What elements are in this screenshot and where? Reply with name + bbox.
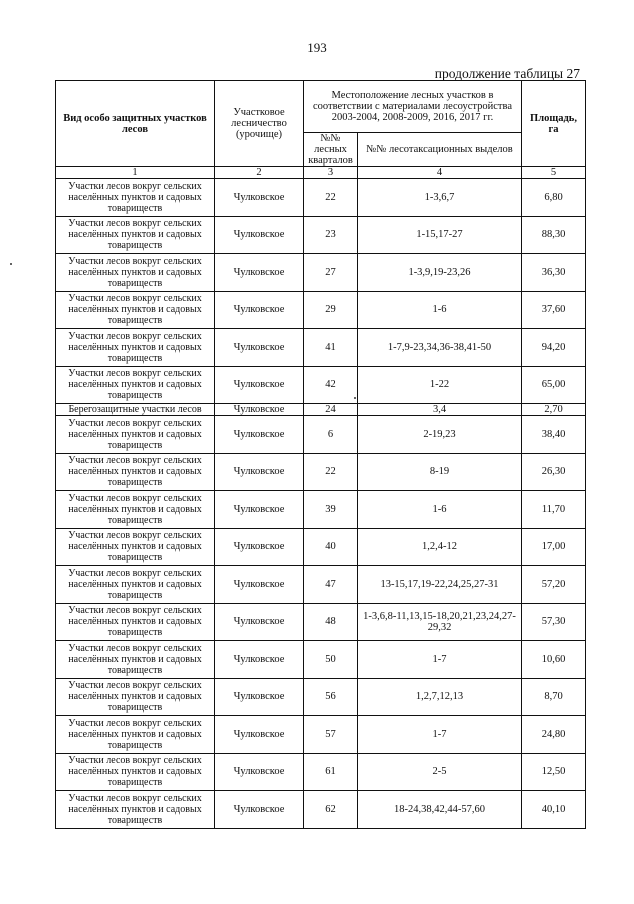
cell-area: 36,30 [522, 254, 586, 292]
cell-type: Участки лесов вокруг сельских населённых пунктов и садовых товариществ [56, 641, 215, 679]
table-row [56, 404, 586, 416]
cell-forestry: Чулковское [215, 528, 304, 566]
column-number: 4 [358, 167, 522, 179]
cell-allotments: 1-7 [358, 716, 522, 754]
cell-quarter: 23 [304, 216, 358, 254]
cell-forestry: Чулковское [215, 566, 304, 604]
cell-allotments: 1-7,9-23,34,36-38,41-50 [358, 329, 522, 367]
cell-quarter: 42 [304, 366, 358, 404]
table-row [56, 453, 586, 491]
cell-allotments: 1-3,6,8-11,13,15-18,20,21,23,24,27-29,32 [358, 603, 522, 641]
cell-allotments: 2-19,23 [358, 416, 522, 454]
header-area: Площадь, га [522, 81, 586, 167]
cell-quarter: 47 [304, 566, 358, 604]
cell-allotments: 8-19 [358, 453, 522, 491]
cell-area: 6,80 [522, 179, 586, 217]
cell-quarter: 39 [304, 491, 358, 529]
cell-allotments: 1-6 [358, 491, 522, 529]
cell-allotments: 1,2,4-12 [358, 528, 522, 566]
cell-allotments: 2-5 [358, 753, 522, 791]
cell-type: Участки лесов вокруг сельских населённых пунктов и садовых товариществ [56, 179, 215, 217]
cell-forestry: Чулковское [215, 791, 304, 829]
cell-area: 8,70 [522, 678, 586, 716]
cell-quarter: 56 [304, 678, 358, 716]
cell-type: Участки лесов вокруг сельских населённых пунктов и садовых товариществ [56, 366, 215, 404]
header-allotments: №№ лесотаксационных выделов [358, 133, 522, 167]
table-row [56, 179, 586, 217]
table-body [56, 179, 586, 829]
table-continuation-label: продолжение таблицы 27 [434, 66, 580, 81]
cell-forestry: Чулковское [215, 291, 304, 329]
table-row [56, 791, 586, 829]
cell-area: 17,00 [522, 528, 586, 566]
table-row [56, 416, 586, 454]
cell-type: Участки лесов вокруг сельских населённых пунктов и садовых товариществ [56, 678, 215, 716]
cell-allotments: 1-6 [358, 291, 522, 329]
cell-area: 37,60 [522, 291, 586, 329]
table-row [56, 566, 586, 604]
cell-forestry: Чулковское [215, 753, 304, 791]
cell-quarter: 22 [304, 453, 358, 491]
table-row [56, 753, 586, 791]
cell-area: 38,40 [522, 416, 586, 454]
column-number: 2 [215, 167, 304, 179]
cell-forestry: Чулковское [215, 603, 304, 641]
cell-type: Участки лесов вокруг сельских населённых пунктов и садовых товариществ [56, 603, 215, 641]
cell-forestry: Чулковское [215, 404, 304, 416]
header-location: Местоположение лесных участков в соответствии с материалами лесоустройства 2003-2004, 2008-2009, 2016, 2017 гг. [304, 81, 522, 133]
table-row [56, 366, 586, 404]
column-number: 5 [522, 167, 586, 179]
table-row [56, 216, 586, 254]
cell-area: 57,30 [522, 603, 586, 641]
cell-forestry: Чулковское [215, 366, 304, 404]
cell-quarter: 62 [304, 791, 358, 829]
cell-forestry: Чулковское [215, 179, 304, 217]
header-type: Вид особо защитных участков лесов [56, 81, 215, 167]
cell-area: 26,30 [522, 453, 586, 491]
header-quarters: №№ лесных кварталов [304, 133, 358, 167]
forest-areas-table [55, 80, 586, 829]
cell-quarter: 61 [304, 753, 358, 791]
table-row [56, 528, 586, 566]
cell-quarter: 48 [304, 603, 358, 641]
cell-allotments: 1,2,7,12,13 [358, 678, 522, 716]
table-row [56, 329, 586, 367]
cell-area: 88,30 [522, 216, 586, 254]
cell-type: Участки лесов вокруг сельских населённых пунктов и садовых товариществ [56, 254, 215, 292]
cell-type: Участки лесов вокруг сельских населённых пунктов и садовых товариществ [56, 566, 215, 604]
cell-area: 57,20 [522, 566, 586, 604]
page-number: 193 [307, 40, 327, 55]
cell-quarter: 22 [304, 179, 358, 217]
cell-type: Участки лесов вокруг сельских населённых пунктов и садовых товариществ [56, 216, 215, 254]
cell-quarter: 50 [304, 641, 358, 679]
cell-allotments: 1-7 [358, 641, 522, 679]
cell-quarter: 29 [304, 291, 358, 329]
cell-area: 2,70 [522, 404, 586, 416]
column-number: 1 [56, 167, 215, 179]
cell-area: 65,00 [522, 366, 586, 404]
cell-forestry: Чулковское [215, 216, 304, 254]
cell-area: 10,60 [522, 641, 586, 679]
cell-allotments: 1-22 [358, 366, 522, 404]
cell-allotments: 1-3,9,19-23,26 [358, 254, 522, 292]
cell-allotments: 18-24,38,42,44-57,60 [358, 791, 522, 829]
cell-type: Берегозащитные участки лесов [56, 404, 215, 416]
table-row [56, 491, 586, 529]
table-row [56, 716, 586, 754]
scan-speck [10, 263, 12, 265]
cell-type: Участки лесов вокруг сельских населённых пунктов и садовых товариществ [56, 453, 215, 491]
cell-quarter: 27 [304, 254, 358, 292]
cell-area: 40,10 [522, 791, 586, 829]
cell-area: 11,70 [522, 491, 586, 529]
cell-type: Участки лесов вокруг сельских населённых пунктов и садовых товариществ [56, 291, 215, 329]
cell-quarter: 40 [304, 528, 358, 566]
cell-quarter: 57 [304, 716, 358, 754]
table-row [56, 678, 586, 716]
cell-quarter: 41 [304, 329, 358, 367]
cell-allotments: 1-3,6,7 [358, 179, 522, 217]
table-row [56, 254, 586, 292]
cell-forestry: Чулковское [215, 716, 304, 754]
table-row [56, 603, 586, 641]
cell-forestry: Чулковское [215, 491, 304, 529]
cell-allotments: 3,4 [358, 404, 522, 416]
cell-forestry: Чулковское [215, 416, 304, 454]
cell-type: Участки лесов вокруг сельских населённых пунктов и садовых товариществ [56, 491, 215, 529]
column-number: 3 [304, 167, 358, 179]
cell-forestry: Чулковское [215, 329, 304, 367]
cell-area: 12,50 [522, 753, 586, 791]
cell-area: 24,80 [522, 716, 586, 754]
header-forestry: Участковое лесничество (урочище) [215, 81, 304, 167]
cell-type: Участки лесов вокруг сельских населённых пунктов и садовых товариществ [56, 753, 215, 791]
cell-type: Участки лесов вокруг сельских населённых пунктов и садовых товариществ [56, 528, 215, 566]
cell-forestry: Чулковское [215, 641, 304, 679]
cell-area: 94,20 [522, 329, 586, 367]
cell-type: Участки лесов вокруг сельских населённых пунктов и садовых товариществ [56, 416, 215, 454]
cell-type: Участки лесов вокруг сельских населённых пунктов и садовых товариществ [56, 791, 215, 829]
table-row [56, 291, 586, 329]
cell-forestry: Чулковское [215, 453, 304, 491]
cell-allotments: 13-15,17,19-22,24,25,27-31 [358, 566, 522, 604]
cell-allotments: 1-15,17-27 [358, 216, 522, 254]
cell-forestry: Чулковское [215, 678, 304, 716]
table-row [56, 641, 586, 679]
cell-type: Участки лесов вокруг сельских населённых пунктов и садовых товариществ [56, 329, 215, 367]
cell-quarter: 24 [304, 404, 358, 416]
cell-quarter: 6 [304, 416, 358, 454]
cell-type: Участки лесов вокруг сельских населённых пунктов и садовых товариществ [56, 716, 215, 754]
cell-forestry: Чулковское [215, 254, 304, 292]
